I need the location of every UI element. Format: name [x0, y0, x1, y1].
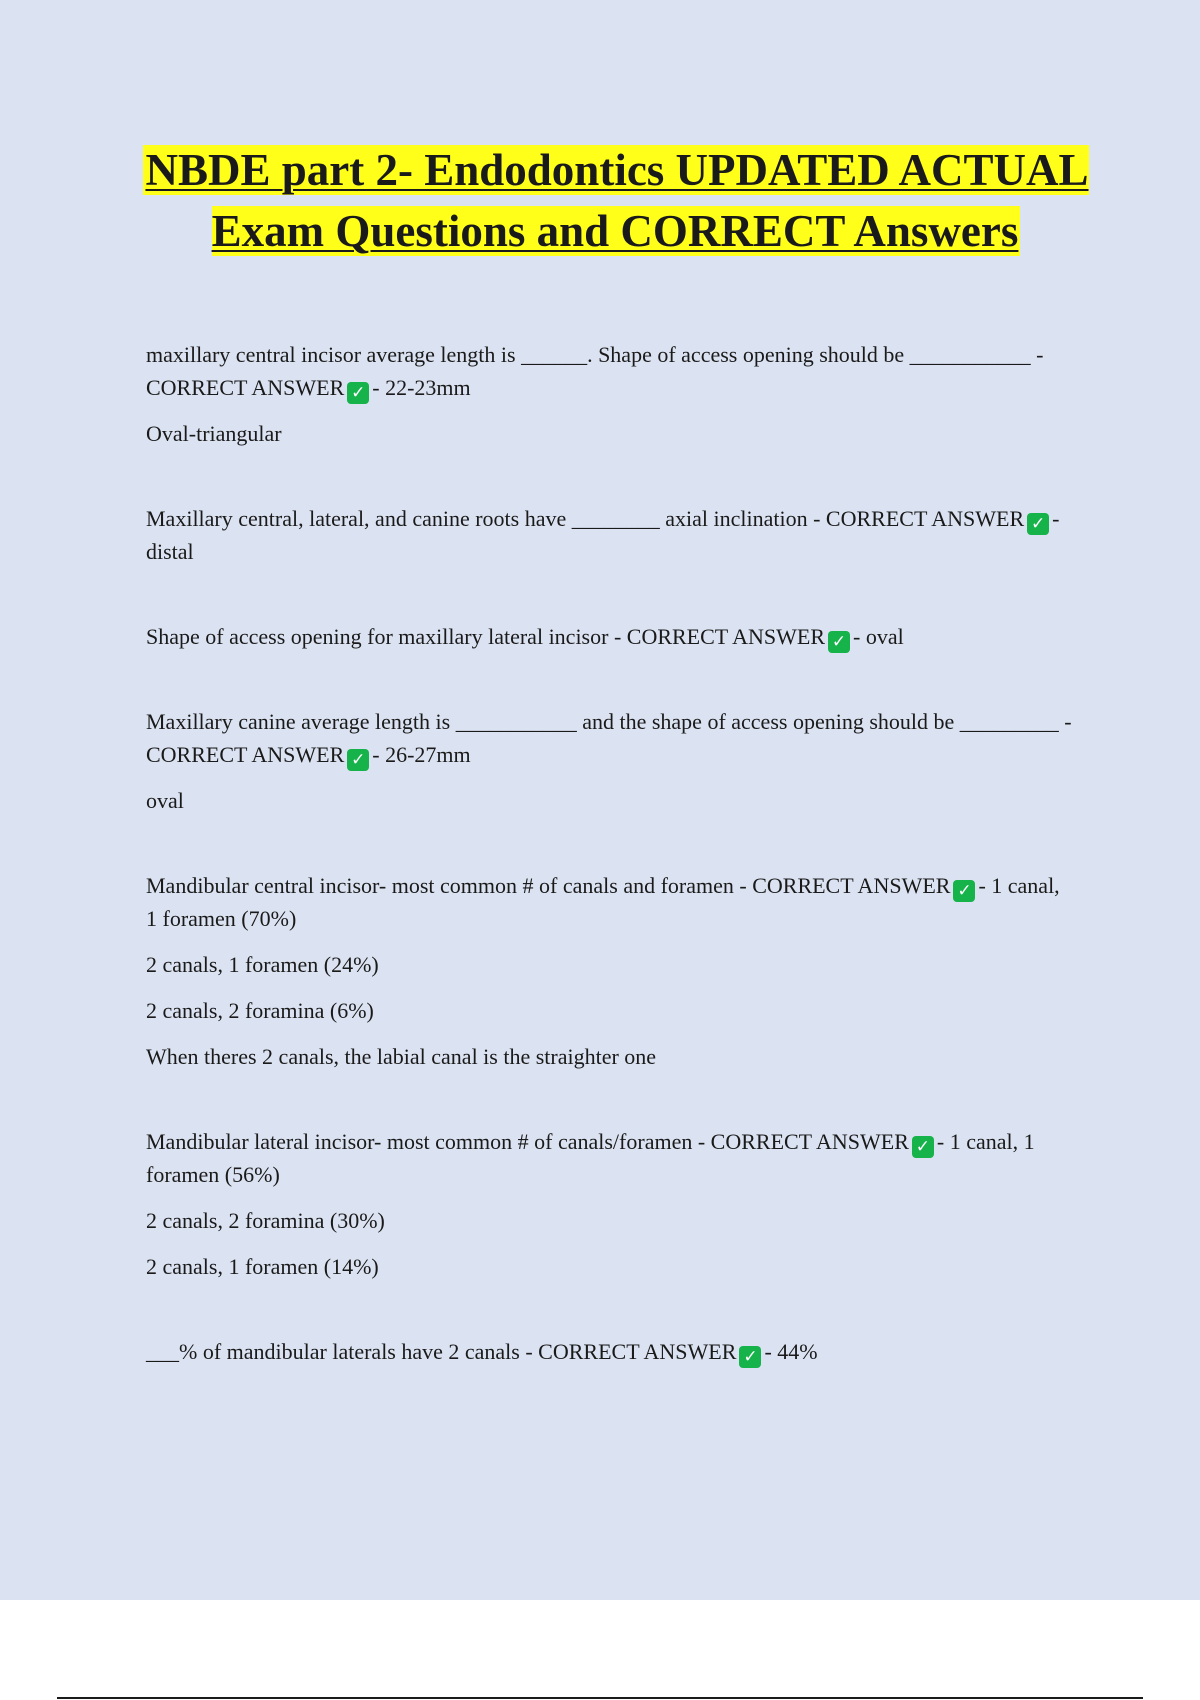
- check-mark-icon: ✓: [1027, 513, 1049, 535]
- document-title: [120, 140, 1112, 262]
- answer-extra-line: Oval-triangular: [146, 421, 282, 446]
- question-text: Maxillary central, lateral, and canine roots have ________ axial inclination - CORRECT ANSWER: [146, 506, 1025, 531]
- qa-list: [146, 338, 1076, 1368]
- check-mark-icon: ✓: [347, 382, 369, 404]
- question-item: [146, 705, 1076, 771]
- answer-text: - 22-23mm: [372, 375, 471, 400]
- question-item: [146, 869, 1076, 935]
- question-item: [146, 502, 1076, 568]
- answer-text: - distal: [146, 506, 1060, 564]
- answer-extra-line: 2 canals, 1 foramen (14%): [146, 1254, 379, 1279]
- answer-extra-line: oval: [146, 788, 184, 813]
- question-text: Mandibular lateral incisor- most common # of canals/foramen - CORRECT ANSWER: [146, 1129, 909, 1154]
- check-mark-icon: ✓: [828, 631, 850, 653]
- answer-text: - 44%: [764, 1339, 818, 1364]
- question-item: [146, 620, 1076, 653]
- question-item: [146, 1125, 1076, 1191]
- answer-extra-line: 2 canals, 1 foramen (24%): [146, 952, 379, 977]
- question-text: maxillary central incisor average length is ______. Shape of access opening should be ___________ - CORRECT ANSWER: [146, 342, 1044, 400]
- question-item: [146, 338, 1076, 404]
- check-mark-icon: ✓: [739, 1346, 761, 1368]
- question-text: Mandibular central incisor- most common # of canals and foramen - CORRECT ANSWER: [146, 873, 951, 898]
- check-mark-icon: ✓: [347, 749, 369, 771]
- answer-text: - 1 canal, 1 foramen (70%): [146, 873, 1060, 931]
- question-text: Shape of access opening for maxillary lateral incisor - CORRECT ANSWER: [146, 624, 826, 649]
- check-mark-icon: ✓: [912, 1136, 934, 1158]
- answer-extra-line: When theres 2 canals, the labial canal is the straighter one: [146, 1044, 657, 1069]
- document-title-text: NBDE part 2- Endodontics UPDATED ACTUAL Exam Questions and CORRECT Answers: [145, 145, 1089, 256]
- footer-divider: [57, 1697, 1143, 1699]
- answer-text: - oval: [853, 624, 904, 649]
- question-text: Maxillary canine average length is ___________ and the shape of access opening should be _________ - CORRECT ANSWER: [146, 709, 1072, 767]
- question-item: [146, 1335, 1076, 1368]
- answer-text: - 1 canal, 1 foramen (56%): [146, 1129, 1035, 1187]
- question-text: ___% of mandibular laterals have 2 canals - CORRECT ANSWER: [146, 1339, 737, 1364]
- check-mark-icon: ✓: [953, 880, 975, 902]
- answer-extra-line: 2 canals, 2 foramina (6%): [146, 998, 374, 1023]
- answer-text: - 26-27mm: [372, 742, 471, 767]
- answer-extra-line: 2 canals, 2 foramina (30%): [146, 1208, 385, 1233]
